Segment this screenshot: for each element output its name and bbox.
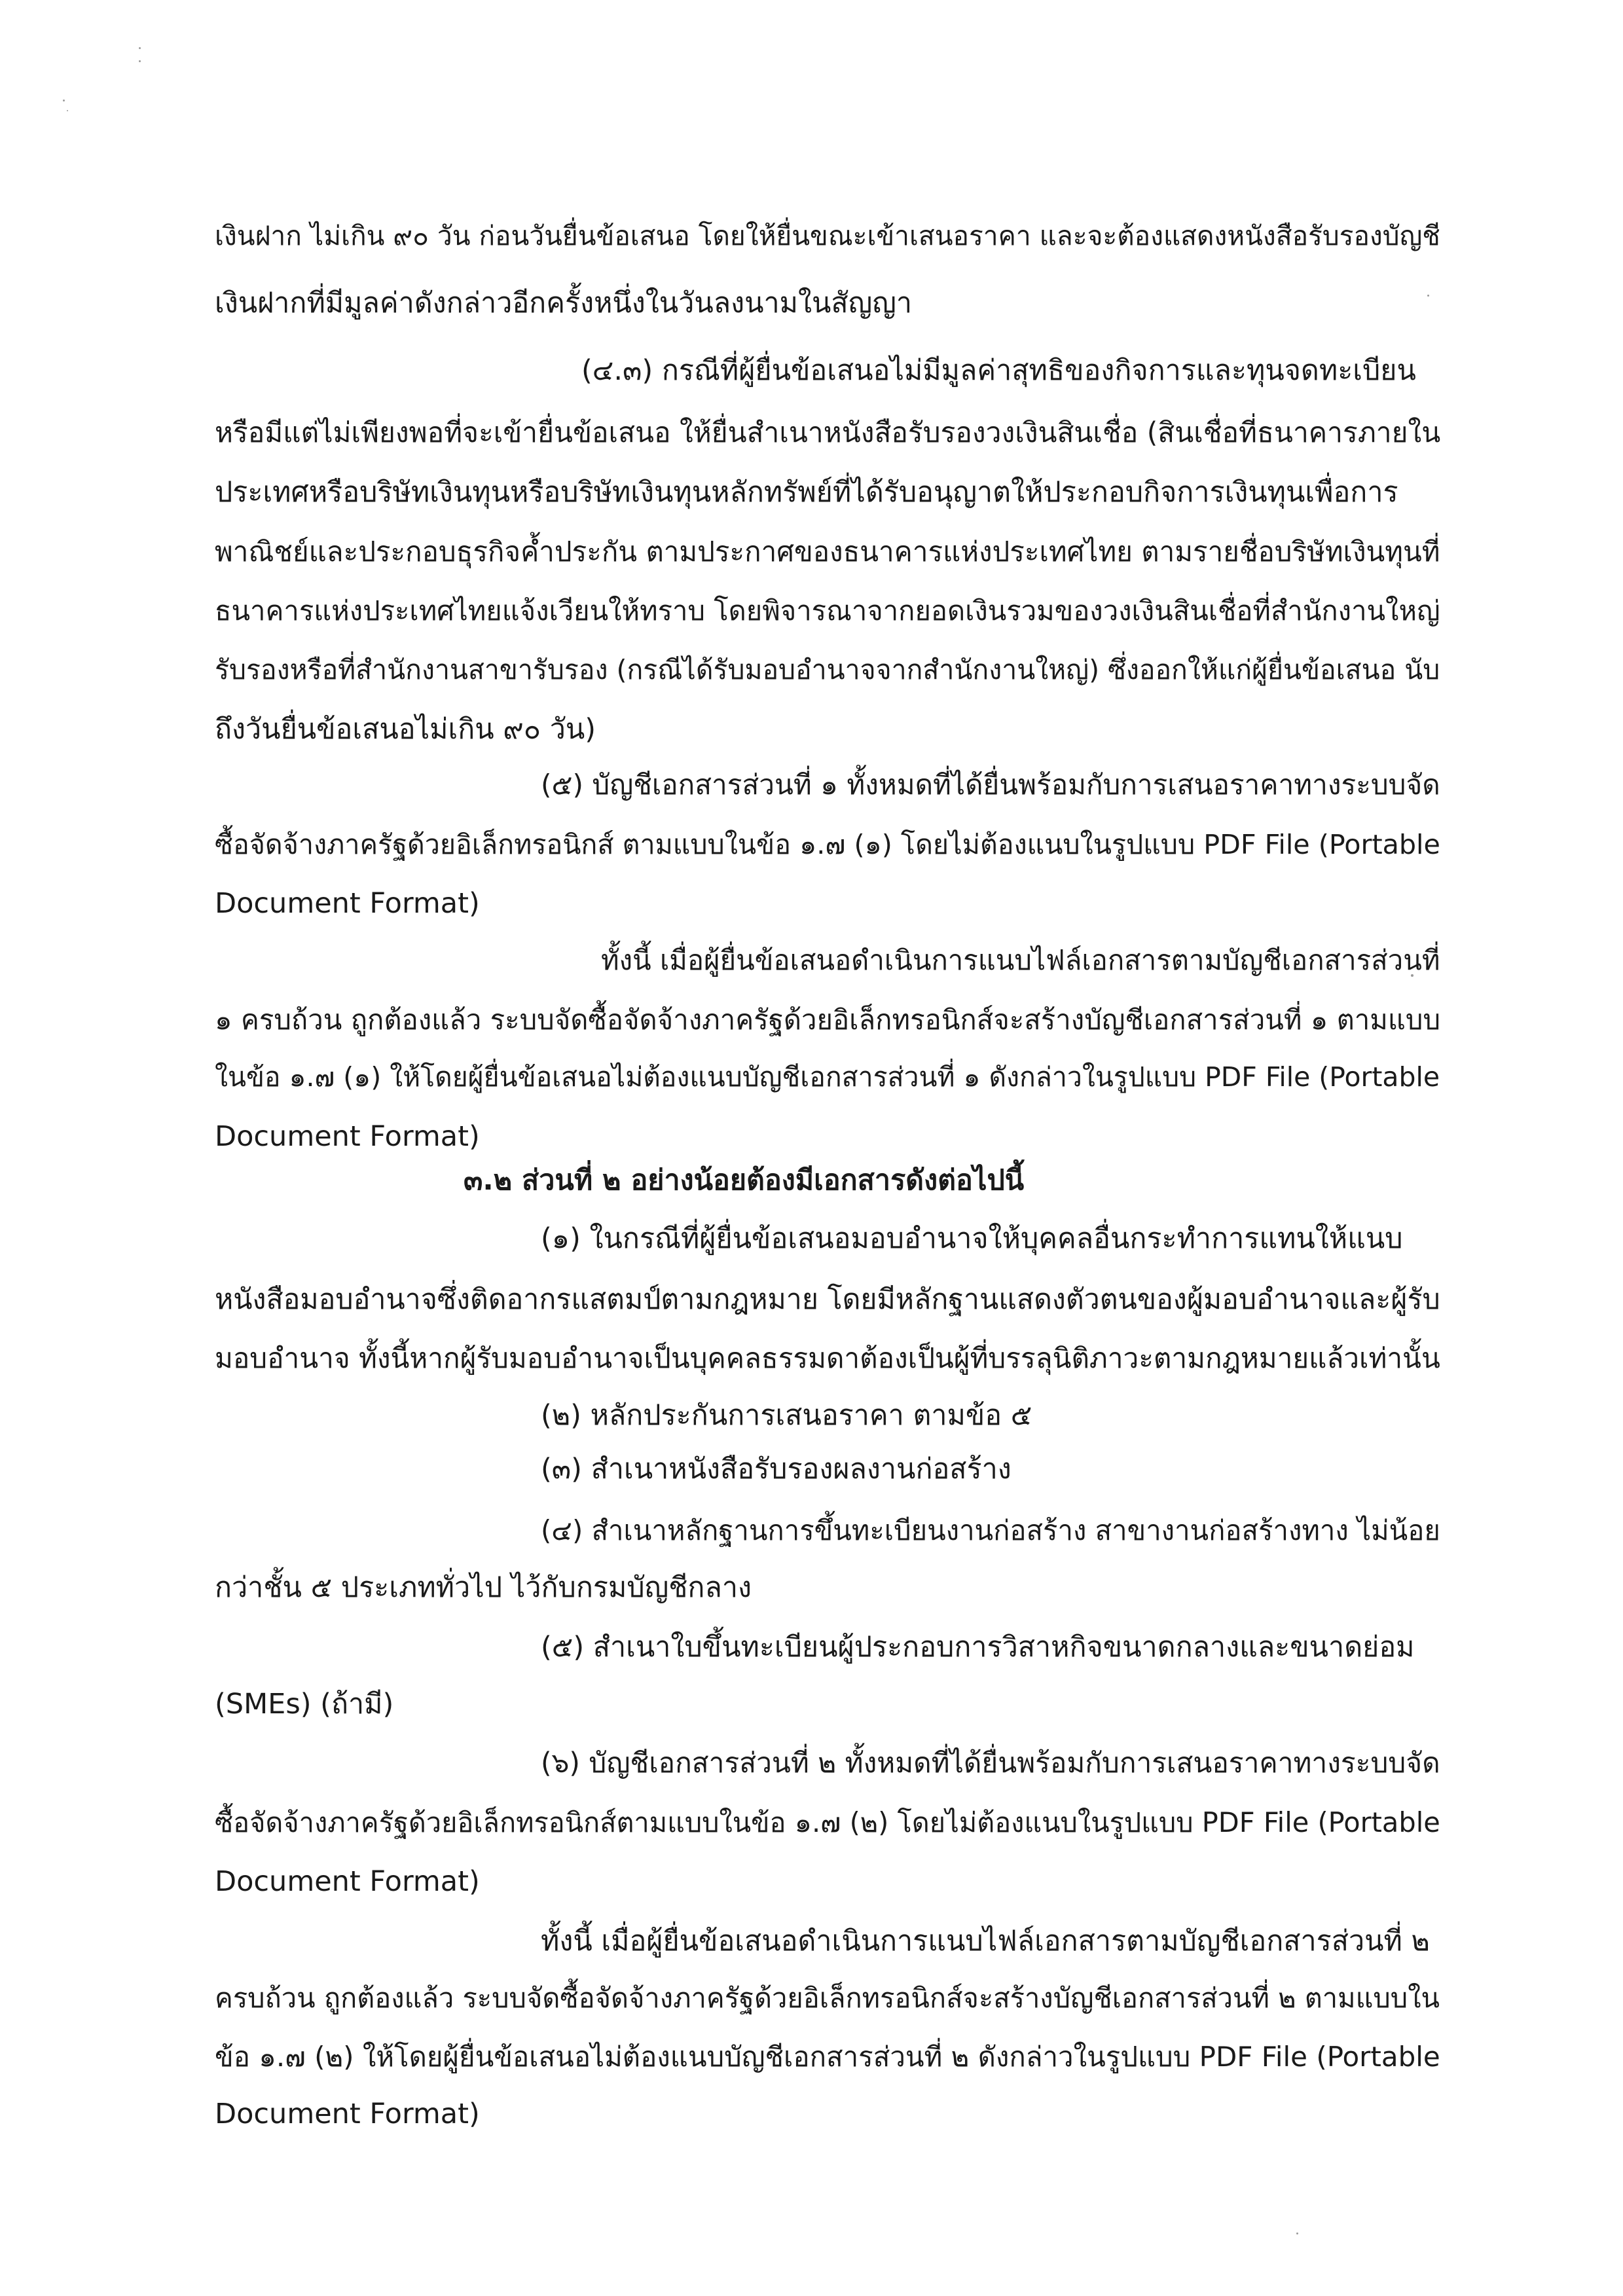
body-text-line: (๕) สำเนาใบขึ้นทะเบียนผู้ประกอบการวิสาหกิจขนาดกลางและขนาดย่อม bbox=[541, 1631, 1415, 1664]
body-text-line: ซื้อจัดจ้างภาครัฐด้วยอิเล็กทรอนิกส์ ตามแบบในข้อ ๑.๗ (๑) โดยไม่ต้องแนบในรูปแบบ PDF File (Portable bbox=[215, 829, 1440, 860]
scan-speck bbox=[1427, 295, 1429, 297]
body-text-line: Document Format) bbox=[215, 2098, 480, 2130]
body-text-line: หนังสือมอบอำนาจซึ่งติดอากรแสตมป์ตามกฎหมาย โดยมีหลักฐานแสดงตัวตนของผู้มอบอำนาจและผู้รับ bbox=[215, 1283, 1440, 1316]
body-text-line: (๕) บัญชีเอกสารส่วนที่ ๑ ทั้งหมดที่ได้ยื่นพร้อมกับการเสนอราคาทางระบบจัด bbox=[541, 769, 1440, 801]
body-text-line: (๔.๓) กรณีที่ผู้ยื่นข้อเสนอไม่มีมูลค่าสุทธิของกิจการและทุนจดทะเบียน bbox=[581, 354, 1416, 387]
body-text-line: Document Format) bbox=[215, 1120, 480, 1153]
body-text-line: หรือมีแต่ไม่เพียงพอที่จะเข้ายื่นข้อเสนอ ให้ยื่นสำเนาหนังสือรับรองวงเงินสินเชื่อ (สินเชื่อที่ธนาคารภายใน bbox=[215, 417, 1441, 449]
body-text-line: (๓) สำเนาหนังสือรับรองผลงานก่อสร้าง bbox=[541, 1453, 1012, 1485]
body-text-line: เงินฝากที่มีมูลค่าดังกล่าวอีกครั้งหนึ่งในวันลงนามในสัญญา bbox=[215, 287, 913, 319]
body-text-line: ถึงวันยื่นข้อเสนอไม่เกิน ๙๐ วัน) bbox=[215, 713, 596, 746]
section-heading: ๓.๒ ส่วนที่ ๒ อย่างน้อยต้องมีเอกสารดังต่อไปนี้ bbox=[464, 1164, 1025, 1197]
body-text-line: (๑) ในกรณีที่ผู้ยื่นข้อเสนอมอบอำนาจให้บุคคลอื่นกระทำการแทนให้แนบ bbox=[541, 1222, 1403, 1255]
body-text-line: พาณิชย์และประกอบธุรกิจค้ำประกัน ตามประกาศของธนาคารแห่งประเทศไทย ตามรายชื่อบริษัทเงินทุนที่ bbox=[215, 536, 1440, 568]
scan-speck bbox=[67, 110, 68, 111]
body-text-line: ข้อ ๑.๗ (๒) ให้โดยผู้ยื่นข้อเสนอไม่ต้องแนบบัญชีเอกสารส่วนที่ ๒ ดังกล่าวในรูปแบบ PDF File (Portable bbox=[215, 2041, 1440, 2073]
body-text-line: ประเทศหรือบริษัทเงินทุนหรือบริษัทเงินทุนหลักทรัพย์ที่ได้รับอนุญาตให้ประกอบกิจการเงินทุนเพื่อการ bbox=[215, 476, 1398, 509]
body-text-line: Document Format) bbox=[215, 1865, 480, 1898]
scan-speck bbox=[63, 100, 65, 101]
body-text-line: มอบอำนาจ ทั้งนี้หากผู้รับมอบอำนาจเป็นบุคคลธรรมดาต้องเป็นผู้ที่บรรลุนิติภาวะตามกฎหมายแล้วเท่านั้น bbox=[215, 1342, 1440, 1374]
body-text-line: (SMEs) (ถ้ามี) bbox=[215, 1688, 394, 1721]
scan-speck bbox=[139, 60, 141, 62]
scan-speck bbox=[139, 47, 141, 49]
body-text-line: ในข้อ ๑.๗ (๑) ให้โดยผู้ยื่นข้อเสนอไม่ต้องแนบบัญชีเอกสารส่วนที่ ๑ ดังกล่าวในรูปแบบ PDF File (Portable bbox=[215, 1061, 1440, 1093]
body-text-line: (๖) บัญชีเอกสารส่วนที่ ๒ ทั้งหมดที่ได้ยื่นพร้อมกับการเสนอราคาทางระบบจัด bbox=[541, 1747, 1440, 1779]
body-text-line: ทั้งนี้ เมื่อผู้ยื่นข้อเสนอดำเนินการแนบไฟล์เอกสารตามบัญชีเอกสารส่วนที่ ๒ bbox=[541, 1925, 1430, 1958]
body-text-line: กว่าชั้น ๕ ประเภททั่วไป ไว้กับกรมบัญชีกลาง bbox=[215, 1571, 752, 1604]
body-text-line: ธนาคารแห่งประเทศไทยแจ้งเวียนให้ทราบ โดยพิจารณาจากยอดเงินรวมของวงเงินสินเชื่อที่สำนักงานใหญ่ bbox=[215, 594, 1440, 627]
body-text-line: รับรองหรือที่สำนักงานสาขารับรอง (กรณีได้รับมอบอำนาจจากสำนักงานใหญ่) ซึ่งออกให้แก่ผู้ยื่นข้อเสนอ นับ bbox=[215, 654, 1440, 685]
body-text-line: Document Format) bbox=[215, 887, 480, 920]
body-text-line: ทั้งนี้ เมื่อผู้ยื่นข้อเสนอดำเนินการแนบไฟล์เอกสารตามบัญชีเอกสารส่วนที่ bbox=[601, 944, 1440, 976]
scan-speck bbox=[1296, 2232, 1298, 2234]
body-text-line: ซื้อจัดจ้างภาครัฐด้วยอิเล็กทรอนิกส์ตามแบบในข้อ ๑.๗ (๒) โดยไม่ต้องแนบในรูปแบบ PDF File (Portable bbox=[215, 1806, 1440, 1838]
body-text-line: (๒) หลักประกันการเสนอราคา ตามข้อ ๕ bbox=[541, 1399, 1032, 1432]
body-text-line: (๔) สำเนาหลักฐานการขึ้นทะเบียนงานก่อสร้าง สาขางานก่อสร้างทาง ไม่น้อย bbox=[541, 1514, 1440, 1546]
body-text-line: ๑ ครบถ้วน ถูกต้องแล้ว ระบบจัดซื้อจัดจ้างภาครัฐด้วยอิเล็กทรอนิกส์จะสร้างบัญชีเอกสารส่วนที่ ๑ ตามแบบ bbox=[215, 1004, 1441, 1036]
body-text-line: เงินฝาก ไม่เกิน ๙๐ วัน ก่อนวันยื่นข้อเสนอ โดยให้ยื่นขณะเข้าเสนอราคา และจะต้องแสดงหนังสือรับรองบัญชี bbox=[215, 220, 1440, 251]
body-text-line: ครบถ้วน ถูกต้องแล้ว ระบบจัดซื้อจัดจ้างภาครัฐด้วยอิเล็กทรอนิกส์จะสร้างบัญชีเอกสารส่วนที่ ๒ ตามแบบใน bbox=[215, 1982, 1440, 2014]
